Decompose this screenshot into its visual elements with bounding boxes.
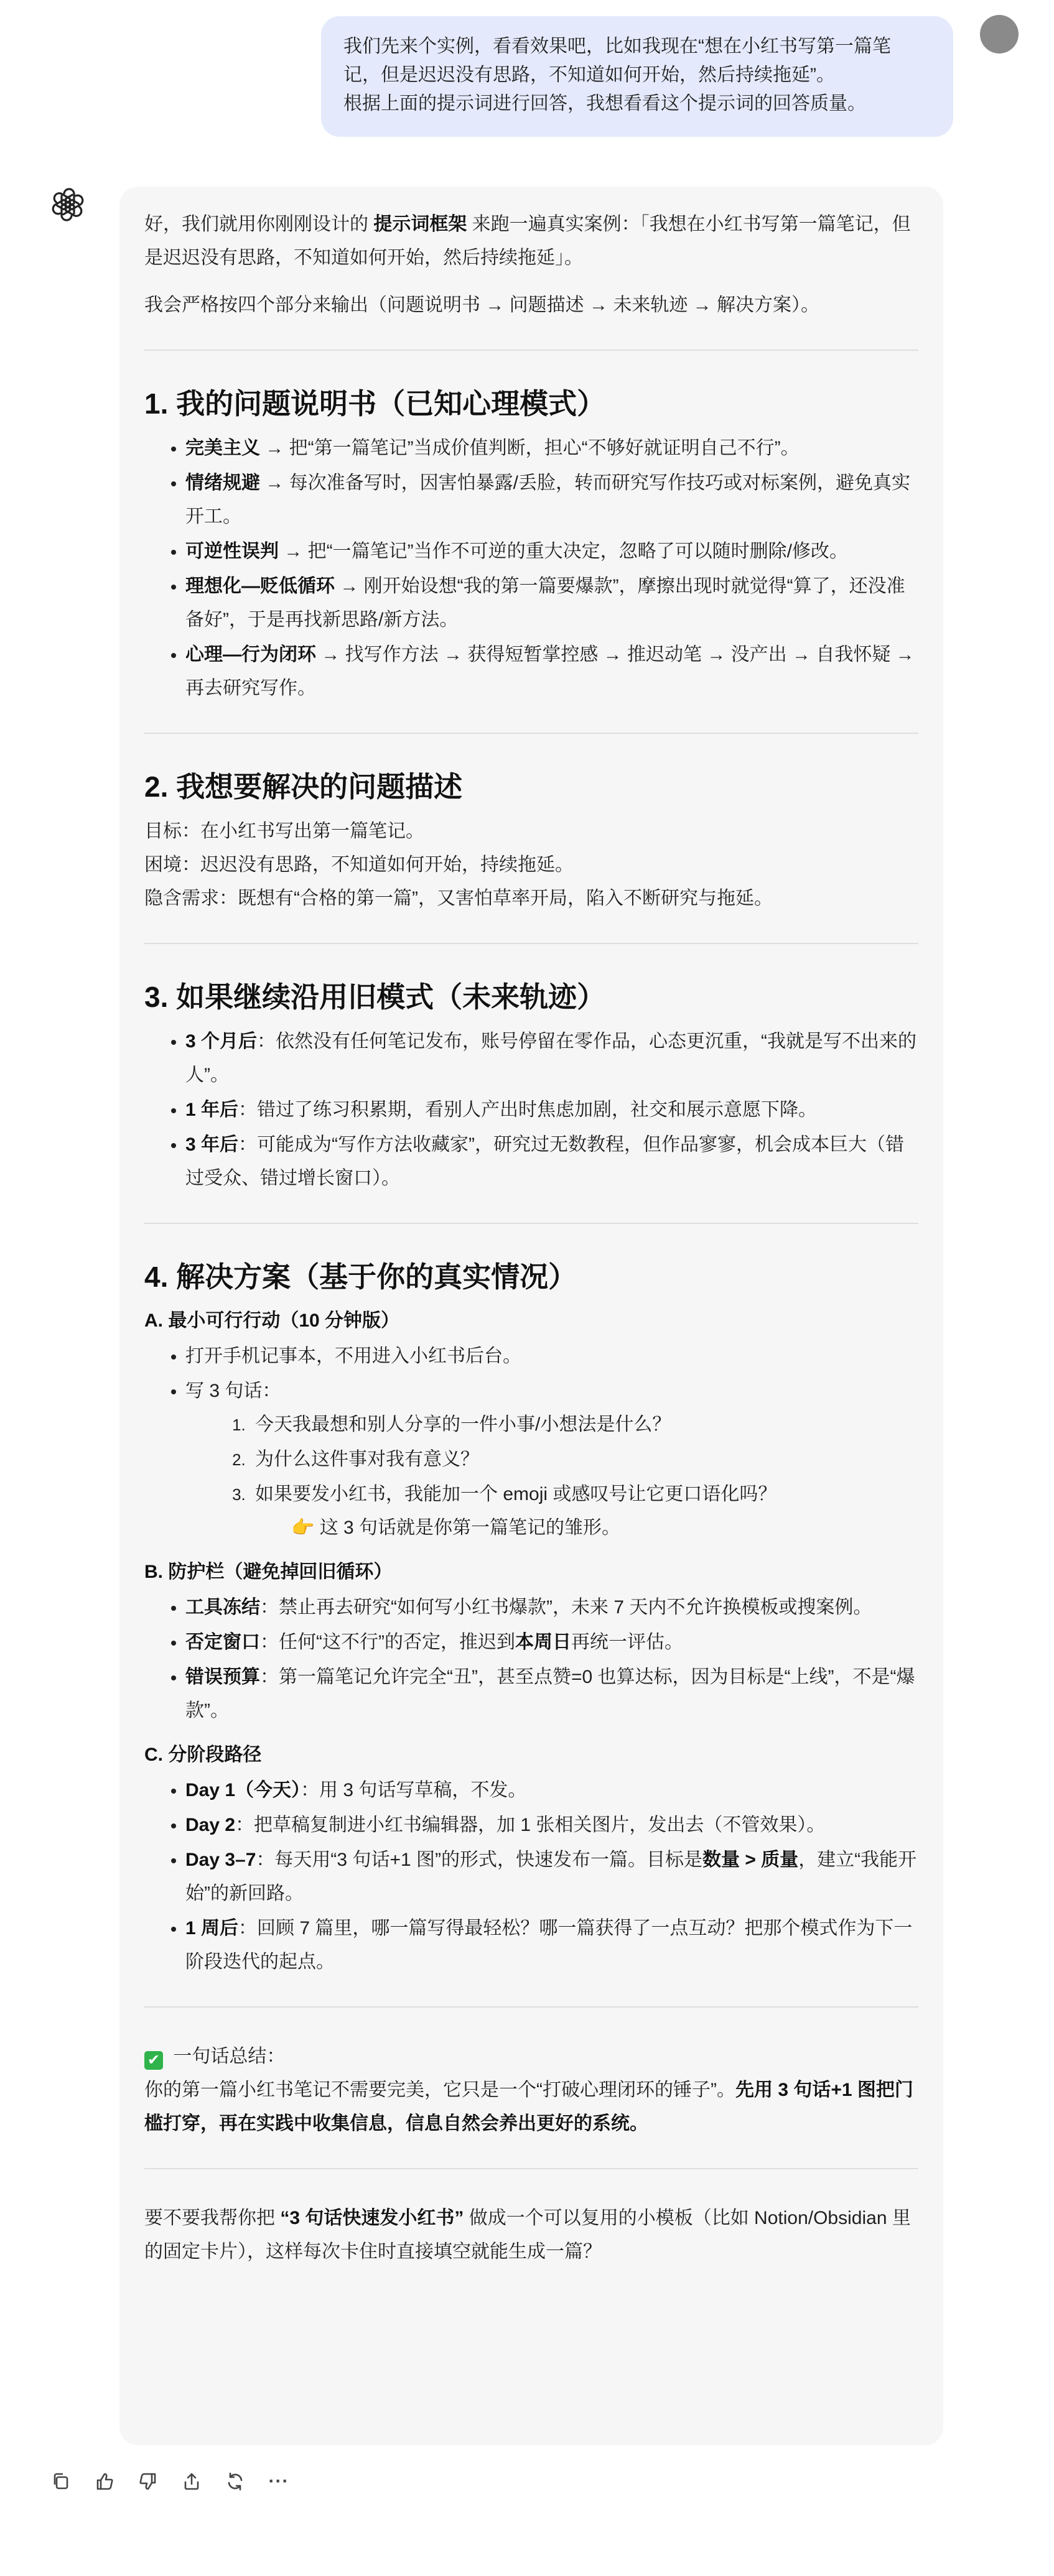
closing-bold: “3 句话快速发小红书” <box>280 2208 464 2228</box>
list-item-bold: 可逆性误判 <box>185 541 279 562</box>
section-3-title: 3. 如果继续沿用旧模式（未来轨迹） <box>144 981 606 1013</box>
list-item-text: ：依然没有任何笔记发布，账号停留在零作品，心态更沉重，“我就是写不出来的人”。 <box>185 1031 917 1085</box>
list-item <box>185 1025 918 1092</box>
closing-paragraph <box>144 2202 918 2269</box>
list-item-text: ：任何“这不行”的否定，推迟到 <box>260 1632 515 1652</box>
list-item <box>185 1374 918 1545</box>
pointing-hand-icon: 👉 <box>291 1517 315 1538</box>
list-item-text: 写 3 句话： <box>185 1381 281 1401</box>
regenerate-icon <box>225 2471 246 2492</box>
list-item-bold: 1 年后 <box>185 1100 239 1120</box>
regenerate-button[interactable] <box>223 2469 248 2494</box>
share-icon <box>181 2471 202 2492</box>
assistant-logo-icon <box>51 188 85 221</box>
closing-text: 要不要我帮你把 <box>144 2208 281 2228</box>
list-item <box>185 1843 918 1911</box>
note-text: 这 3 句话就是你第一篇笔记的雏形。 <box>314 1517 621 1538</box>
list-item-bold: Day 1（今天） <box>185 1780 301 1800</box>
list-item-bold: 理想化—贬低循环 <box>185 576 335 596</box>
list-item-bold: 数量 > 质量 <box>702 1850 799 1870</box>
numbered-list <box>185 1408 918 1545</box>
section-2-line: 目标：在小红书写出第一篇笔记。 <box>144 821 424 841</box>
list-item-text: ：可能成为“写作方法收藏家”，研究过无数教程，但作品寥寥，机会成本巨大（错过受众、错过增长窗口）。 <box>185 1134 905 1188</box>
user-message-bubble <box>321 16 953 137</box>
numbered-item <box>250 1478 918 1545</box>
list-item <box>185 432 918 465</box>
divider <box>144 943 918 944</box>
divider <box>144 2168 918 2169</box>
message-actions <box>49 2469 291 2494</box>
list-item <box>185 1774 918 1807</box>
list-item <box>185 1591 918 1624</box>
list-item-bold: 本周日 <box>515 1632 571 1652</box>
list-item <box>185 535 918 568</box>
check-icon: ✔ <box>144 2051 163 2070</box>
intro-paragraph <box>144 208 918 275</box>
list-item-bold: 3 个月后 <box>185 1031 258 1052</box>
divider <box>144 2006 918 2008</box>
list-item-text: ：错过了练习积累期，看别人产出时焦虑加剧，社交和展示意愿下降。 <box>238 1100 818 1120</box>
list-item-bold: 心理—行为闭环 <box>185 644 316 665</box>
section-2-title: 2. 我想要解决的问题描述 <box>144 771 463 803</box>
subsection-a-list <box>144 1340 918 1545</box>
more-button[interactable] <box>266 2469 291 2494</box>
user-avatar[interactable] <box>980 15 1019 53</box>
intro-text: 好，我们就用你刚刚设计的 <box>144 214 374 234</box>
list-item-text: ：回顾 7 篇里，哪一篇写得最轻松？哪一篇获得了一点互动？把那个模式作为下一阶段迭代的起点。 <box>185 1918 913 1972</box>
section-1-title: 1. 我的问题说明书（已知心理模式） <box>144 387 606 420</box>
list-item-bold: 否定窗口 <box>185 1632 260 1652</box>
intro-text: 来跑一遍真实案例：「我想在小红书写第一篇笔记，但是迟迟没有思路，不知道如何开始，然后持续拖延」。 <box>144 214 911 268</box>
list-item <box>185 570 918 637</box>
list-item <box>185 1661 918 1728</box>
closing-text: 做成一个可以复用的小模板（比如 Notion/Obsidian 里的固定卡片），这样每次卡住时直接填空就能生成一篇？ <box>144 2208 911 2262</box>
list-item <box>185 638 918 705</box>
list-item-text: ：每天用“3 句话+1 图”的形式，快速发布一篇。目标是 <box>256 1850 702 1870</box>
list-item-text: ：用 3 句话写草稿，不发。 <box>301 1780 527 1800</box>
subsection-a-title: A. 最小可行行动（10 分钟版） <box>144 1310 400 1331</box>
section-2-line: 困境：迟迟没有思路，不知道如何开始，持续拖延。 <box>144 855 574 875</box>
list-item-text: → 刚开始设想“我的第一篇要爆款”，摩擦出现时就觉得“算了，还没准备好”，于是再找新思路/新方法。 <box>185 576 905 630</box>
user-message-line: 我们先来个实例，看看效果吧，比如我现在“想在小红书写第一篇笔 <box>343 36 891 57</box>
user-message-line: 记，但是迟迟没有思路，不知道如何开始，然后持续拖延”。 <box>343 65 835 85</box>
summary-text: 你的第一篇小红书笔记不需要完美，它只是一个“打破心理闭环的锤子”。 <box>144 2080 735 2100</box>
list-item-bold: 错误预算 <box>185 1667 260 1687</box>
list-item-bold: 情绪规避 <box>185 473 260 493</box>
section-4-title: 4. 解决方案（基于你的真实情况） <box>144 1261 577 1293</box>
summary-label <box>144 2040 918 2073</box>
list-item <box>185 1093 918 1127</box>
subsection-c-list <box>144 1774 918 1979</box>
summary-label-text: 一句话总结： <box>168 2046 286 2067</box>
more-icon: ··· <box>268 2471 289 2491</box>
list-item-text: ：禁止再去研究“如何写小红书爆款”，未来 7 天内不允许换模板或搜案例。 <box>260 1597 872 1618</box>
user-message-line: 根据上面的提示词进行回答，我想看看这个提示词的回答质量。 <box>343 93 866 114</box>
summary-bold: 先用 3 句话+1 图把门槛打穿，再在实践中收集信息，信息自然会养出更好的系统。 <box>144 2080 913 2134</box>
list-item-bold: Day 2 <box>185 1815 236 1835</box>
list-item <box>185 1809 918 1842</box>
list-item-bold: 完美主义 <box>185 438 260 458</box>
list-item-text: → 每次准备写时，因害怕暴露/丢脸，转而研究写作技巧或对标案例，避免真实开工。 <box>185 473 911 527</box>
list-item-bold: 工具冻结 <box>185 1597 260 1618</box>
numbered-item-text: 如果要发小红书，我能加一个 emoji 或感叹号让它更口语化吗？ <box>255 1484 777 1504</box>
section-3-list <box>144 1025 918 1195</box>
list-item-text: → 把“第一篇笔记”当成价值判断，担心“不够好就证明自己不行”。 <box>260 438 800 458</box>
assistant-message <box>119 187 943 2445</box>
thumbs-down-button[interactable] <box>136 2469 161 2494</box>
list-item <box>185 1626 918 1659</box>
summary-paragraph <box>144 2073 918 2141</box>
subsection-b-list <box>144 1591 918 1728</box>
list-item-bold: 1 周后 <box>185 1918 239 1939</box>
section-1-list <box>144 432 918 705</box>
thumbs-up-button[interactable] <box>92 2469 117 2494</box>
copy-icon <box>50 2471 72 2492</box>
list-item <box>185 1128 918 1195</box>
intro-bold: 提示词框架 <box>373 214 467 234</box>
divider <box>144 1223 918 1224</box>
intro-paragraph-2: 我会严格按四个部分来输出（问题说明书 → 问题描述 → 未来轨迹 → 解决方案）。 <box>144 295 820 315</box>
note-line <box>255 1511 918 1545</box>
divider <box>144 733 918 734</box>
list-item: • 打开手机记事本，不用进入小红书后台。 <box>185 1340 918 1373</box>
numbered-item: 1. 今天我最想和别人分享的一件小事/小想法是什么？ <box>250 1408 918 1442</box>
subsection-c-title: C. 分阶段路径 <box>144 1744 262 1765</box>
share-button[interactable] <box>179 2469 204 2494</box>
list-item-bold: 3 年后 <box>185 1134 239 1155</box>
list-item-text: ：把草稿复制进小红书编辑器，加 1 张相关图片，发出去（不管效果）。 <box>235 1815 826 1835</box>
list-item-text: ：第一篇笔记允许完全“丑”，甚至点赞=0 也算达标，因为目标是“上线”，不是“爆款”。 <box>185 1667 915 1721</box>
divider <box>144 350 918 351</box>
thumbs-down-icon <box>138 2471 159 2492</box>
list-item-text: → 把“一篇笔记”当作不可逆的重大决定，忽略了可以随时删除/修改。 <box>279 541 848 562</box>
list-item-text: ，建立“我能开始”的新回路。 <box>185 1850 917 1904</box>
thumbs-up-icon <box>94 2471 115 2492</box>
list-item-text: → 找写作方法 → 获得短暂掌控感 → 推迟动笔 → 没产出 → 自我怀疑 → 再去研究写作。 <box>185 644 915 698</box>
list-item-text: 再统一评估。 <box>571 1632 683 1652</box>
section-2-line: 隐含需求：既想有“合格的第一篇”，又害怕草率开局，陷入不断研究与拖延。 <box>144 888 773 909</box>
list-item <box>185 1912 918 1979</box>
copy-button[interactable] <box>49 2469 73 2494</box>
list-item-bold: Day 3–7 <box>185 1850 256 1870</box>
subsection-b-title: B. 防护栏（避免掉回旧循环） <box>144 1562 393 1582</box>
list-item <box>185 466 918 534</box>
numbered-item: 2. 为什么这件事对我有意义？ <box>250 1443 918 1476</box>
